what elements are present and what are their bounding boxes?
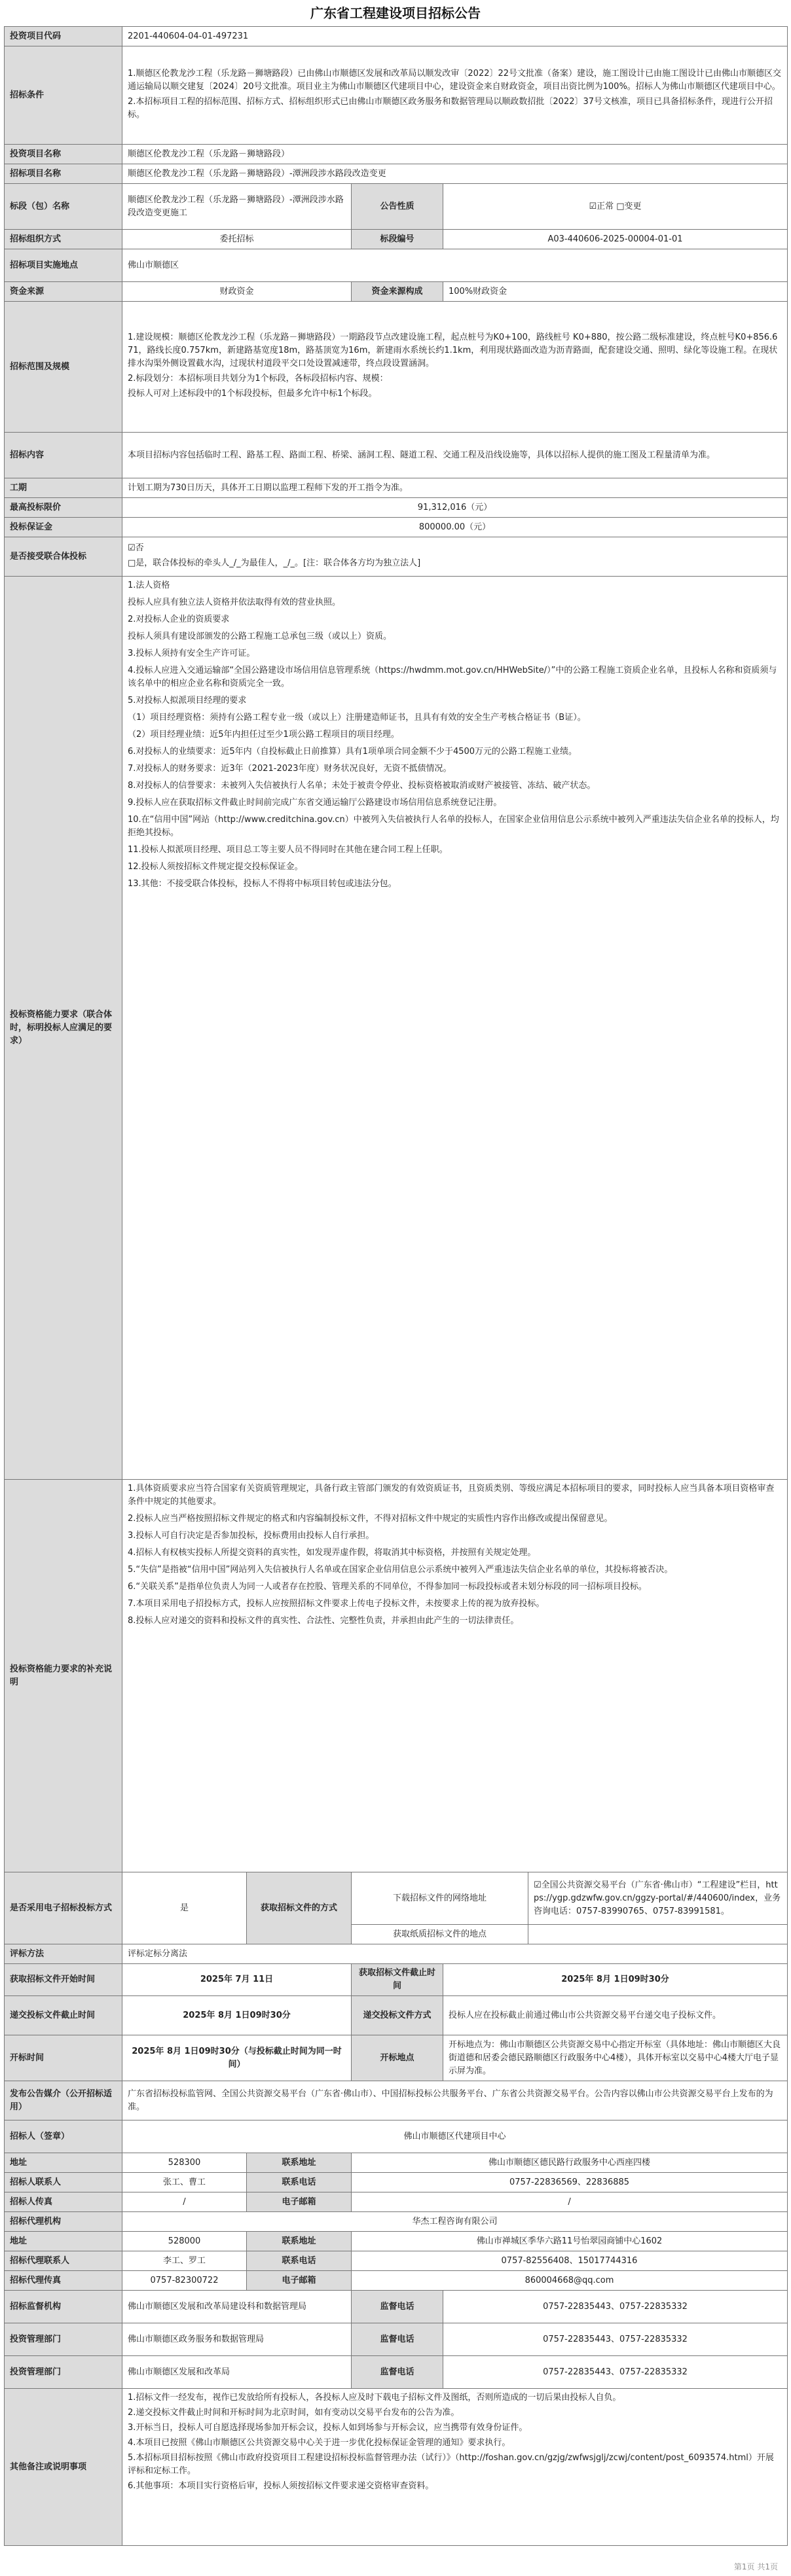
label-content: 招标内容 xyxy=(5,433,122,478)
value-tenderer-phone: 0757-22836569、22836885 xyxy=(352,2173,788,2192)
value-evaluation: 评标定标分离法 xyxy=(122,1944,788,1964)
value-other-notes xyxy=(122,2389,788,2546)
value-scope xyxy=(122,302,788,433)
tender-conditions-p2: 2.本招标项目工程的招标范围、招标方式、招标组织形式已由佛山市顺德区政务服务和数据管理局以顺政数招批〔2022〕37号文核准，项目已具备招标条件，现进行公开招标。 xyxy=(128,96,773,120)
label-investment-dept-2: 投资管理部门 xyxy=(5,2356,122,2389)
label-project-location: 招标项目实施地点 xyxy=(5,249,122,282)
qualification-item: 2.对投标人企业的资质要求 xyxy=(128,615,230,624)
other-note-item: 4.本项目已按照《佛山市顺德区公共资源交易中心关于进一步优化投标保证金管理的通知》要求执行。 xyxy=(128,2438,511,2448)
value-investment-dept-phone: 0757-22835443、0757-22835332 xyxy=(443,2356,788,2389)
value-publish-media: 广东省招标投标监管网、全国公共资源交易平台（广东省·佛山市）、中国招标投标公共服务平台、广东省公共资源交易平台。公告内容以佛山市公共资源交易平台上发布的为准。 xyxy=(122,2081,788,2120)
row-investment-dept xyxy=(5,2356,788,2389)
label-agency-contact: 招标代理联系人 xyxy=(5,2251,122,2271)
qualification-item: （2）项目经理业绩：近5年内担任过至少1项公路工程项目的项目经理。 xyxy=(128,730,399,740)
row-content xyxy=(5,433,788,478)
label-section-name: 标段（包）名称 xyxy=(5,184,122,230)
label-supervisor-2-phone: 监督电话 xyxy=(352,2323,443,2356)
value-supervisor-1: 佛山市顺德区发展和改革局建设科和数据管理局 xyxy=(122,2291,352,2323)
label-duration: 工期 xyxy=(5,478,122,498)
label-agency-email: 电子邮箱 xyxy=(247,2271,352,2291)
row-project-location xyxy=(5,249,788,282)
label-open-place: 开标地点 xyxy=(352,2035,443,2081)
row-section-name xyxy=(5,184,788,230)
row-other-notes xyxy=(5,2389,788,2546)
label-bid-deadline: 递交投标文件截止时间 xyxy=(5,1996,122,2035)
value-tenderer-contact: 张工、曹工 xyxy=(122,2173,247,2192)
qualification-item: 9.投标人应在获取招标文件截止时间前完成广东省交通运输厅公路建设市场信用信息系统登记注册。 xyxy=(128,798,502,808)
other-requirement-item: 2.投标人应当严格按照招标文件规定的格式和内容编制投标文件，不得对招标文件中规定的实质性内容作出修改或提出保留意见。 xyxy=(128,1514,613,1524)
value-project-location: 佛山市顺德区 xyxy=(122,249,788,282)
value-agency-contact: 李工、罗工 xyxy=(122,2251,247,2271)
value-doc-end: 2025年 8月 1日09时30分 xyxy=(443,1964,788,1996)
label-tender-org-form: 招标组织方式 xyxy=(5,230,122,249)
value-agency-contact-address: 佛山市禅城区季华六路11号怡翠园商铺中心1602 xyxy=(352,2232,788,2251)
value-duration: 计划工期为730日历天，具体开工日期以监理工程师下发的开工指令为准。 xyxy=(122,478,788,498)
label-doc-method: 获取招标文件的方式 xyxy=(247,1872,352,1944)
value-agency-fax: 0757-82300722 xyxy=(122,2271,247,2291)
label-open-time: 开标时间 xyxy=(5,2035,122,2081)
value-tenderer-email: / xyxy=(352,2192,788,2212)
row-open-time xyxy=(5,2035,788,2081)
other-note-item: 1.招标文件一经发布，视作已发放给所有投标人，各投标人应及时下载电子招标文件及图纸，否则所造成的一切后果由投标人自负。 xyxy=(128,2393,621,2403)
label-tender-project-name: 招标项目名称 xyxy=(5,164,122,184)
value-content: 本项目招标内容包括临时工程、路基工程、路面工程、桥梁、涵洞工程、隧道工程、交通工程及沿线设施等，具体以招标人提供的施工图及工程量清单为准。 xyxy=(122,433,788,478)
label-tenderer-contact-address: 联系地址 xyxy=(247,2153,352,2173)
value-qualification xyxy=(122,577,788,1480)
qualification-item: 12.投标人须按招标文件规定提交投标保证金。 xyxy=(128,862,303,872)
value-consortium xyxy=(122,537,788,577)
value-section-code: A03-440606-2025-00004-01-01 xyxy=(443,230,788,249)
other-requirement-item: 3.投标人可自行决定是否参加投标，投标费用由投标人自行承担。 xyxy=(128,1531,375,1541)
page-footer: 第1页 共1页 xyxy=(733,2562,778,2571)
value-bid-deadline: 2025年 8月 1日09时30分 xyxy=(122,1996,352,2035)
label-project-code: 投资项目代码 xyxy=(5,27,122,46)
value-doc-paper xyxy=(528,1925,788,1944)
qualification-item: 投标人应具有独立法人资格并依法取得有效的营业执照。 xyxy=(128,598,341,607)
other-requirement-item: 5.“失信”是指被“信用中国”网站列入失信被执行人名单或在国家企业信用信息公示系统中被列入严重违法失信企业名单的单位，其投标将被否决。 xyxy=(128,1565,673,1575)
row-scope xyxy=(5,302,788,433)
label-other-requirements: 投标资格能力要求的补充说明 xyxy=(5,1480,122,1872)
label-agency-address: 地址 xyxy=(5,2232,122,2251)
label-bid-bond: 投标保证金 xyxy=(5,518,122,537)
qualification-item: 8.对投标人的信誉要求：未被列入失信被执行人名单；未处于被责令停业、投标资格被取消或财产被接管、冻结、破产状态。 xyxy=(128,781,596,791)
value-bid-bond: 800000.00（元） xyxy=(122,518,788,537)
row-other-requirements xyxy=(5,1480,788,1872)
row-project-name xyxy=(5,145,788,164)
other-note-item: 6.其他事项：本项目实行资格后审，投标人须按招标文件要求递交资格审查资料。 xyxy=(128,2481,434,2491)
qualification-item: 13.其他：不接受联合体投标，投标人不得将中标项目转包或违法分包。 xyxy=(128,879,397,889)
row-qualification xyxy=(5,577,788,1480)
value-investment-dept: 佛山市顺德区发展和改革局 xyxy=(122,2356,352,2389)
value-doc-download[interactable]: ☑全国公共资源交易平台（广东省·佛山市）“工程建设”栏目，https://ygp.gdzwfw.gov.cn/ggzy-portal/#/440600/index，业务咨询电话：0757-83990765、0757-83991581。 xyxy=(528,1872,788,1925)
label-tender-conditions: 招标条件 xyxy=(5,46,122,145)
label-tenderer: 招标人（签章） xyxy=(5,2120,122,2153)
label-agency: 招标代理机构 xyxy=(5,2212,122,2232)
label-e-bid: 是否采用电子招标投标方式 xyxy=(5,1872,122,1944)
row-publish-media xyxy=(5,2081,788,2120)
other-requirement-item: 8.投标人应对递交的资料和投标文件的真实性、合法性、完整性负责，并承担由此产生的一切法律责任。 xyxy=(128,1616,519,1626)
other-requirement-item: 6.“关联关系”是指单位负责人为同一人或者存在控股、管理关系的不同单位，不得参加同一标段投标或者未划分标段的同一招标项目投标。 xyxy=(128,1582,647,1592)
value-tender-org-form: 委托招标 xyxy=(122,230,352,249)
value-open-place: 开标地点为：佛山市顺德区公共资源交易中心指定开标室（具体地址：佛山市顺德区大良街道德和居委会德民路顺德区行政服务中心4楼），具体开标室以交易中心4楼大厅电子显示屏为准。 xyxy=(443,2035,788,2081)
other-note-item: 3.开标当日，投标人可自愿选择现场参加开标会议，投标人如到场参与开标会议，应当携带有效身份证件。 xyxy=(128,2423,528,2433)
label-consortium: 是否接受联合体投标 xyxy=(5,537,122,577)
label-scope: 招标范围及规模 xyxy=(5,302,122,433)
value-section-name: 顺德区伦教龙沙工程（乐龙路－狮塘路段）-潭洲段涉水路段改造变更施工 xyxy=(122,184,352,230)
value-fund-source: 财政资金 xyxy=(122,282,352,302)
qualification-item: 3.投标人须持有安全生产许可证。 xyxy=(128,649,255,658)
qualification-item: 4.投标人应进入交通运输部“全国公路建设市场信用信息管理系统（https://hwdmm.mot.gov.cn/HHWebSite/）”中的公路工程施工资质企业名单，且投标人名称和资质须与该名单中的相应企业名称和资质完全一致。 xyxy=(128,666,777,689)
value-max-price: 91,312,016（元） xyxy=(122,498,788,518)
tender-conditions-p1: 1.顺德区伦教龙沙工程（乐龙路－狮塘路段）已由佛山市顺德区发展和改革局以顺发改审〔2022〕22号文批准（备案）建设，施工图设计已由施工图设计已由佛山市顺德区交通运输局以顺交建复〔2024〕20号文批准。项目业主为佛山市顺德区代建项目中心，建设资金来自财政资金，项目出资比例为100%。招标人为佛山市顺德区代建项目中心。 xyxy=(128,68,782,92)
qualification-item: 11.投标人拟派项目经理、项目总工等主要人员不得同时在其他在建合同工程上任职。 xyxy=(128,845,448,855)
label-investment-dept: 投资管理部门 xyxy=(5,2323,122,2356)
value-tenderer-fax: / xyxy=(122,2192,247,2212)
value-tenderer-address: 528300 xyxy=(122,2153,247,2173)
value-e-bid: 是 xyxy=(122,1872,247,1944)
qualification-item: 投标人须具有建设部颁发的公路工程施工总承包三级（或以上）资质。 xyxy=(128,632,392,641)
row-agency-fax xyxy=(5,2271,788,2291)
row-bid-bond xyxy=(5,518,788,537)
row-consortium xyxy=(5,537,788,577)
label-tenderer-address: 地址 xyxy=(5,2153,122,2173)
other-requirement-item: 4.招标人有权核实投标人所提交资料的真实性，如发现弄虚作假，将取消其中标资格，并按照有关规定处理。 xyxy=(128,1548,536,1558)
qualification-item: 7.对投标人的财务要求：近3年（2021-2023年度）财务状况良好，无资不抵债情况。 xyxy=(128,764,452,774)
label-publish-media: 发布公告媒介（公开招标适用） xyxy=(5,2081,122,2120)
consortium-line2: □是，联合体投标的牵头人_/_为最佳人，_/_。[注：联合体各方均为独立法人] xyxy=(128,558,421,568)
row-agency-contact xyxy=(5,2251,788,2271)
other-requirement-item: 1.具体资质要求应当符合国家有关资质管理规定，具备行政主管部门颁发的有效资质证书，且资质类别、等级应满足本招标项目的要求，同时投标人应当具备本项目资格审查条件中规定的其他要求。 xyxy=(128,1484,775,1507)
other-requirement-item: 7.本项目采用电子招投标方式，投标人应按照招标文件要求上传电子投标文件，未按要求上传的视为放弃投标。 xyxy=(128,1599,545,1609)
row-bid-deadline xyxy=(5,1996,788,2035)
value-project-name: 顺德区伦教龙沙工程（乐龙路－狮塘路段） xyxy=(122,145,788,164)
row-project-code xyxy=(5,27,788,46)
label-tenderer-email: 电子邮箱 xyxy=(247,2192,352,2212)
qualification-item: 10.在“信用中国”网站（http://www.creditchina.gov.cn）中被列入失信被执行人名单的投标人，在国家企业信用信息公示系统中被列入严重违法失信企业名单的投标人，均拒绝其投标。 xyxy=(128,815,779,838)
other-note-item: 2.递交投标文件截止时间和开标时间为北京时间，如有变动以交易平台发布的公告为准。 xyxy=(128,2408,460,2418)
value-bid-submit: 投标人应在投标截止前通过佛山市公共资源交易平台递交电子投标文件。 xyxy=(443,1996,788,2035)
value-tender-conditions xyxy=(122,46,788,145)
row-doc-time xyxy=(5,1964,788,1996)
value-project-code: 2201-440604-04-01-497231 xyxy=(122,27,788,46)
label-max-price: 最高投标限价 xyxy=(5,498,122,518)
consortium-line1: ☑否 xyxy=(128,543,144,553)
row-agency-address xyxy=(5,2232,788,2251)
label-investment-dept-phone: 监督电话 xyxy=(352,2356,443,2389)
label-tenderer-contact: 招标人联系人 xyxy=(5,2173,122,2192)
row-tenderer-address xyxy=(5,2153,788,2173)
label-doc-end: 获取招标文件截止时间 xyxy=(352,1964,443,1996)
label-evaluation: 评标方法 xyxy=(5,1944,122,1964)
value-other-requirements xyxy=(122,1480,788,1872)
value-announcement-nature: ☑正常 □变更 xyxy=(443,184,788,230)
label-doc-start: 获取招标文件开始时间 xyxy=(5,1964,122,1996)
label-doc-paper: 获取纸质招标文件的地点 xyxy=(352,1925,528,1944)
label-tenderer-fax: 招标人传真 xyxy=(5,2192,122,2212)
label-qualification: 投标资格能力要求（联合体时，标明投标人应满足的要求） xyxy=(5,577,122,1480)
row-tender-project-name xyxy=(5,164,788,184)
label-project-name: 投资项目名称 xyxy=(5,145,122,164)
label-fund-ratio: 资金来源构成 xyxy=(352,282,443,302)
label-section-code: 标段编号 xyxy=(352,230,443,249)
row-tender-conditions xyxy=(5,46,788,145)
row-evaluation xyxy=(5,1944,788,1964)
label-supervisor-1-phone: 监督电话 xyxy=(352,2291,443,2323)
row-tenderer-contact xyxy=(5,2173,788,2192)
row-tender-org-form xyxy=(5,230,788,249)
value-supervisor-2-phone: 0757-22835443、0757-22835332 xyxy=(443,2323,788,2356)
scope-p2: 2.标段划分：本招标项目共划分为1个标段，各标段招标内容、规模： xyxy=(128,374,388,384)
value-agency-address: 528000 xyxy=(122,2232,247,2251)
label-agency-contact-address: 联系地址 xyxy=(247,2232,352,2251)
value-doc-start: 2025年 7月 11日 xyxy=(122,1964,352,1996)
label-other-notes: 其他备注或说明事项 xyxy=(5,2389,122,2546)
value-fund-ratio: 100%财政资金 xyxy=(443,282,788,302)
value-supervisor-2: 佛山市顺德区政务服务和数据管理局 xyxy=(122,2323,352,2356)
value-tender-project-name: 顺德区伦教龙沙工程（乐龙路－狮塘路段）-潭洲段涉水路段改造变更 xyxy=(122,164,788,184)
row-max-price xyxy=(5,498,788,518)
label-supervisor-1: 招标监督机构 xyxy=(5,2291,122,2323)
qualification-item: 1.法人资格 xyxy=(128,581,170,590)
label-fund-source: 资金来源 xyxy=(5,282,122,302)
qualification-item: 6.对投标人的业绩要求：近5年内（自投标截止日前推算）具有1项单项合同金额不少于4500万元的公路工程施工业绩。 xyxy=(128,747,578,757)
row-fund-source xyxy=(5,282,788,302)
label-agency-fax: 招标代理传真 xyxy=(5,2271,122,2291)
scope-p3: 投标人可对上述标段中的1个标段投标，但最多允许中标1个标段。 xyxy=(128,389,377,399)
value-open-time: 2025年 8月 1日09时30分（与投标截止时间为同一时间） xyxy=(122,2035,352,2081)
other-note-item: 5.本招标项目招标按照《佛山市政府投资项目工程建设招标投标监督管理办法（试行）》（http://foshan.gov.cn/gzjg/zwfwsjglj/zcwj/content/post_6093574.html）开展评标和定标工作。 xyxy=(128,2453,774,2476)
label-doc-download: 下载招标文件的网络地址 xyxy=(352,1872,528,1925)
label-announcement-nature: 公告性质 xyxy=(352,184,443,230)
announcement-table xyxy=(4,26,788,2546)
row-e-bid-download xyxy=(5,1872,788,1925)
row-agency xyxy=(5,2212,788,2232)
row-duration xyxy=(5,478,788,498)
row-supervisor-1 xyxy=(5,2291,788,2323)
value-tenderer-contact-address: 佛山市顺德区德民路行政服务中心西座四楼 xyxy=(352,2153,788,2173)
value-tenderer: 佛山市顺德区代建项目中心 xyxy=(122,2120,788,2153)
label-bid-submit: 递交投标文件方式 xyxy=(352,1996,443,2035)
qualification-item: 5.对投标人拟派项目经理的要求 xyxy=(128,696,247,706)
row-supervisor-2 xyxy=(5,2323,788,2356)
page-title: 广东省工程建设项目招标公告 xyxy=(310,5,481,21)
value-agency-email: 860004668@qq.com xyxy=(352,2271,788,2291)
qualification-item: （1）项目经理资格：须持有公路工程专业一级（或以上）注册建造师证书，且具有有效的安全生产考核合格证书（B证）。 xyxy=(128,713,586,723)
value-agency: 华杰工程咨询有限公司 xyxy=(122,2212,788,2232)
row-tenderer-fax xyxy=(5,2192,788,2212)
scope-p1: 1.建设规模：顺德区伦教龙沙工程（乐龙路－狮塘路段）一期路段节点改建设施工程，起点桩号为K0+100，路线桩号 K0+880，按公路二级标准建设，终点桩号K0+856.671，路线长度0.757km，新建路基宽度18m，路基顶宽为16m，新建雨水系统长约1.1km，利用现状路面改造为沥青路面，配套建设交通、照明、绿化等设施工程。在现状排水沟渠外侧设置截水沟，过现状村道段平交口处设置减速带，终点段设置涵洞。 xyxy=(128,332,778,368)
value-agency-phone: 0757-82556408、15017744316 xyxy=(352,2251,788,2271)
label-agency-phone: 联系电话 xyxy=(247,2251,352,2271)
value-supervisor-1-phone: 0757-22835443、0757-22835332 xyxy=(443,2291,788,2323)
label-tenderer-phone: 联系电话 xyxy=(247,2173,352,2192)
row-tenderer xyxy=(5,2120,788,2153)
